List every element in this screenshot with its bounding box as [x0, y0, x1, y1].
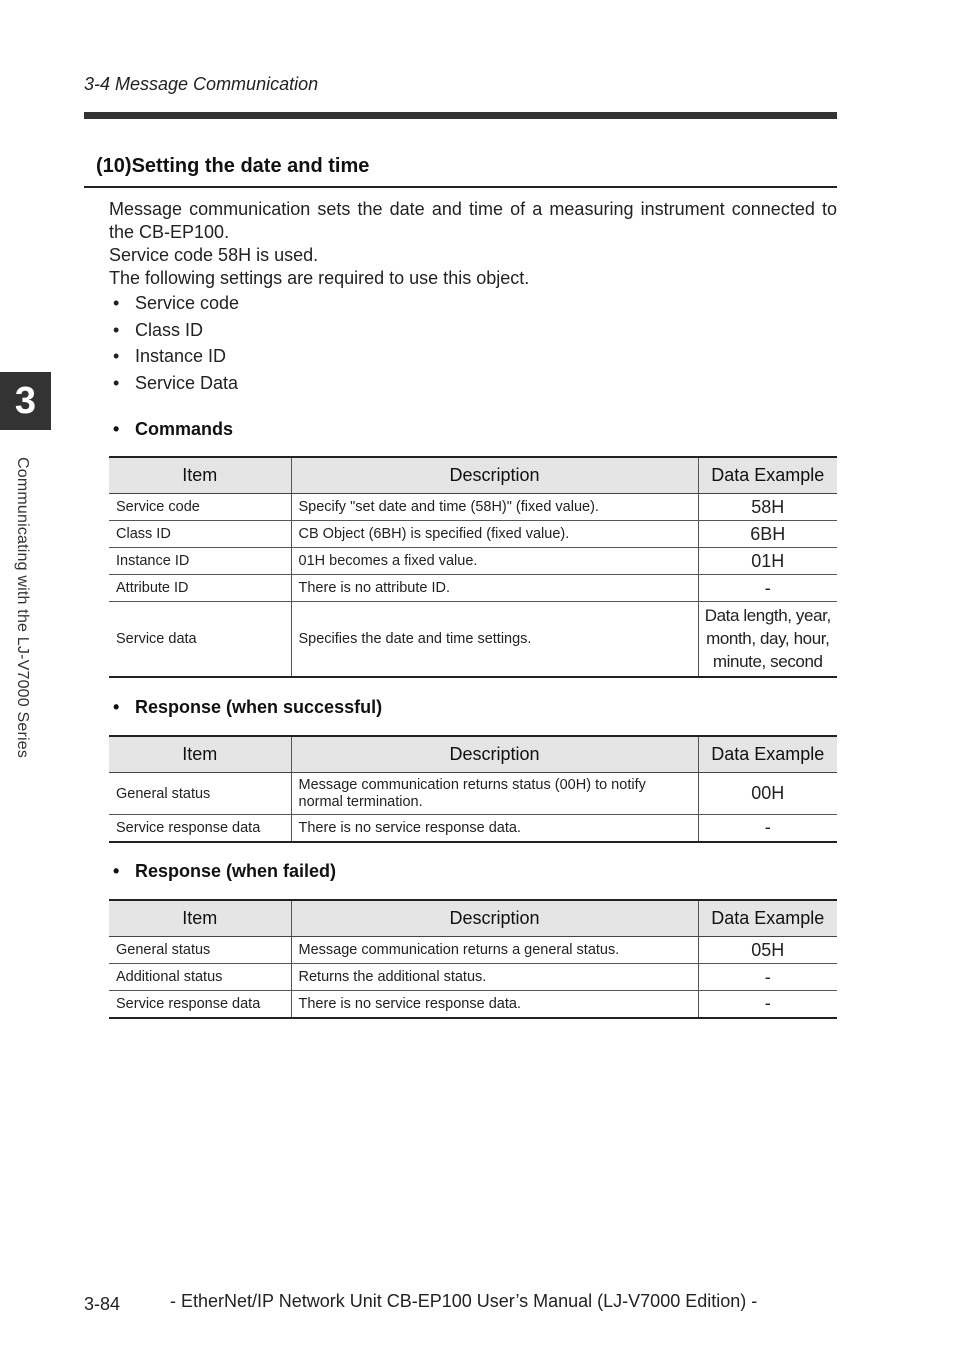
cell-item: Service data [109, 602, 291, 677]
cell-description: Returns the additional status. [291, 964, 698, 991]
response-success-table [109, 735, 837, 843]
table-row [109, 815, 837, 842]
bullet-icon: • [113, 861, 120, 881]
bullet-icon: • [113, 346, 120, 367]
running-header: 3-4 Message Communication [84, 74, 319, 94]
cell-description: Message communication returns status (00H) to notify normal termination. [291, 773, 698, 815]
table-row [109, 773, 837, 815]
cell-example: Data length, year, month, day, hour, minute, second [698, 602, 837, 677]
cell-item: Class ID [109, 521, 291, 548]
cell-item: Instance ID [109, 548, 291, 575]
column-header-data-example: Data Example [698, 457, 837, 494]
table-row [109, 521, 837, 548]
header-rule [84, 112, 837, 119]
cell-example: 01H [698, 548, 837, 575]
bullet-icon: • [113, 293, 120, 313]
bullet-icon: • [113, 697, 120, 717]
section-title: (10)Setting the date and time [96, 155, 370, 177]
cell-example: - [698, 815, 837, 842]
chapter-side-label: Communicating with the LJ-V7000 Series [14, 457, 31, 759]
cell-description: Message communication returns a general status. [291, 937, 698, 964]
table-header-row [109, 900, 837, 937]
commands-heading-label: Commands [135, 419, 234, 439]
column-header-data-example: Data Example [698, 900, 837, 937]
column-header-description: Description [291, 736, 698, 773]
cell-example: 05H [698, 937, 837, 964]
list-item [113, 317, 239, 344]
list-item [113, 343, 239, 370]
cell-example: 00H [698, 773, 837, 815]
response-success-heading-label: Response (when successful) [135, 697, 383, 717]
column-header-item: Item [109, 900, 291, 937]
page-number: 3-84 [84, 1294, 121, 1314]
response-failed-heading [113, 861, 336, 882]
cell-example: - [698, 575, 837, 602]
cell-item: Service response data [109, 815, 291, 842]
list-item [113, 370, 239, 397]
bullet-icon: • [113, 372, 120, 393]
list-item-label: Service Data [135, 372, 239, 393]
chapter-tab: 3 [0, 372, 51, 430]
cell-item: Attribute ID [109, 575, 291, 602]
list-item-label: Class ID [135, 319, 204, 340]
bullet-icon: • [113, 419, 120, 439]
cell-example: - [698, 991, 837, 1018]
table-row [109, 575, 837, 602]
cell-description: There is no service response data. [291, 815, 698, 842]
cell-example: - [698, 964, 837, 991]
response-success-heading [113, 697, 382, 718]
section-rule [84, 186, 837, 188]
intro-paragraph-2: Service code 58H is used. [109, 245, 319, 265]
column-header-description: Description [291, 900, 698, 937]
intro-paragraph-1: Message communication sets the date and time of a measuring instrument connected to the CB-EP100. [109, 199, 837, 242]
footer-manual-title: - EtherNet/IP Network Unit CB-EP100 User’s Manual (LJ-V7000 Edition) - [170, 1291, 758, 1311]
cell-description: CB Object (6BH) is specified (fixed value). [291, 521, 698, 548]
response-failed-table [109, 899, 837, 1019]
table-row [109, 548, 837, 575]
table-row [109, 964, 837, 991]
intro-paragraph-3: The following settings are required to use this object. [109, 268, 530, 288]
cell-item: Additional status [109, 964, 291, 991]
list-item-label: Service code [135, 293, 240, 313]
table-header-row [109, 457, 837, 494]
list-item-label: Instance ID [135, 346, 227, 367]
cell-description: Specify "set date and time (58H)" (fixed value). [291, 494, 698, 521]
table-header-row [109, 736, 837, 773]
cell-item: Service response data [109, 991, 291, 1018]
table-row [109, 937, 837, 964]
column-header-data-example: Data Example [698, 736, 837, 773]
response-failed-heading-label: Response (when failed) [135, 861, 337, 881]
commands-heading [113, 419, 233, 440]
column-header-item: Item [109, 736, 291, 773]
cell-description: 01H becomes a fixed value. [291, 548, 698, 575]
cell-description: There is no service response data. [291, 991, 698, 1018]
cell-description: There is no attribute ID. [291, 575, 698, 602]
required-settings-list [113, 290, 239, 396]
column-header-item: Item [109, 457, 291, 494]
table-row [109, 991, 837, 1018]
list-item [113, 290, 239, 317]
bullet-icon: • [113, 319, 120, 340]
cell-description: Specifies the date and time settings. [291, 602, 698, 677]
cell-item: General status [109, 773, 291, 815]
column-header-description: Description [291, 457, 698, 494]
commands-table [109, 456, 837, 678]
table-row [109, 494, 837, 521]
intro-text [109, 198, 837, 290]
cell-item: General status [109, 937, 291, 964]
cell-example: 6BH [698, 521, 837, 548]
cell-example: 58H [698, 494, 837, 521]
cell-item: Service code [109, 494, 291, 521]
table-row [109, 602, 837, 677]
